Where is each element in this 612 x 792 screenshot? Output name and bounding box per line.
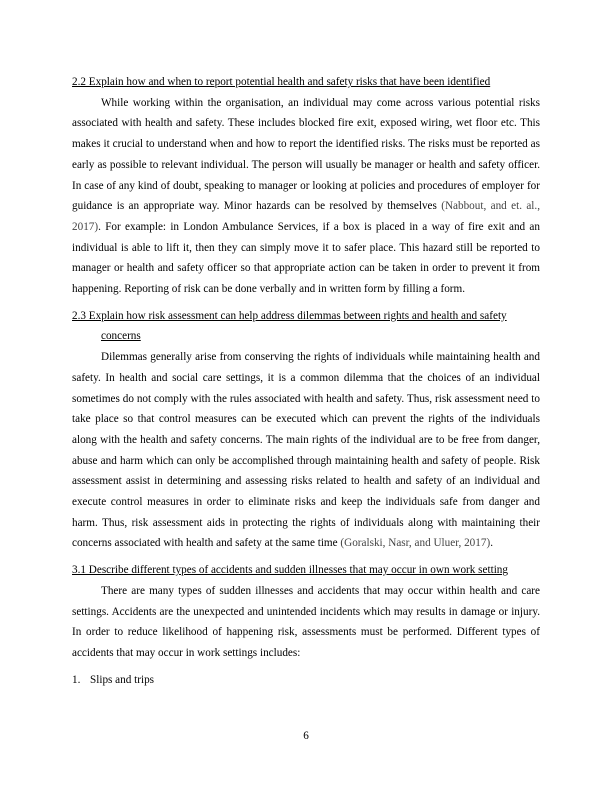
page-number: 6	[303, 730, 309, 742]
citation: (Goralski, Nasr, and Uluer, 2017)	[340, 537, 491, 550]
accident-types-list	[72, 670, 540, 691]
section-3-1-heading: 3.1 Describe different types of accidents and sudden illnesses that may occur in own work setting	[72, 564, 508, 577]
heading-continuation: concerns	[101, 330, 141, 343]
page-content	[72, 72, 540, 690]
heading-line: 2.3 Explain how risk assessment can help address dilemmas between rights and health and safety	[72, 309, 507, 322]
paragraph-tail: . For example: in London Ambulance Services, if a box is placed in a way of fire exit and an individual is able to lift it, then they can simply move it to safer place. This hazard still be reported to manager or health and safety officer so that appropriate action can be taken in order to prevent it from happening. Reporting of risk can be done verbally and in written form by filling a form.	[72, 220, 540, 296]
paragraph-text: Dilemmas generally arise from conserving the rights of individuals while maintaining health and safety. In health and social care settings, it is a common dilemma that the choices of an individual sometimes do not comply with the rules associated with health and safety. Thus, risk assessment need to take place so that control measures can be executed which can prevent the rights of the individuals along with the health and safety concerns. The main rights of the individual are to be free from danger, abuse and harm which can only be accomplished through maintaining health and safety of people. Risk assessment assist in determining and assessing risks related to health and safety of an individual and execute control measures in order to eliminate risks and keep the individuals safe from danger and harm. Thus, risk assessment aids in protecting the rights of individuals along with maintaining their concerns associated with health and safety at the same time	[72, 351, 540, 550]
section-2-2-heading: 2.2 Explain how and when to report potential health and safety risks that have been identified	[72, 76, 491, 88]
section-2-3-heading	[72, 306, 540, 347]
section-2-3-paragraph	[72, 347, 540, 554]
list-item	[72, 670, 540, 691]
paragraph-text: While working within the organisation, an individual may come across various potential risks associated with health and safety. These includes blocked fire exit, exposed wiring, wet floor etc. This makes it crucial to understand when and how to report the identified risks. The risks must be reported as early as possible to relevant individual. The person will usually be manager or health and safety officer. In case of any kind of doubt, speaking to manager or looking at policies and procedures of employer for guidance is an appropriate way. Minor hazards can be resolved by themselves	[72, 96, 540, 213]
citation: (Nabbout, and et. al., 2017)	[72, 200, 540, 233]
paragraph-tail: .	[490, 537, 493, 550]
list-item-number: 1.	[72, 673, 81, 686]
list-item-text: Slips and trips	[90, 673, 155, 686]
section-2-2-paragraph	[72, 93, 540, 300]
section-3-1-paragraph: There are many types of sudden illnesses and accidents that may occur within health and care settings. Accidents are the unexpected and unintended incidents which may results in damage or injury. In order to reduce likelihood of happening risk, assessments must be performed. Different types of accidents that may occur in work settings includes:	[72, 584, 540, 659]
